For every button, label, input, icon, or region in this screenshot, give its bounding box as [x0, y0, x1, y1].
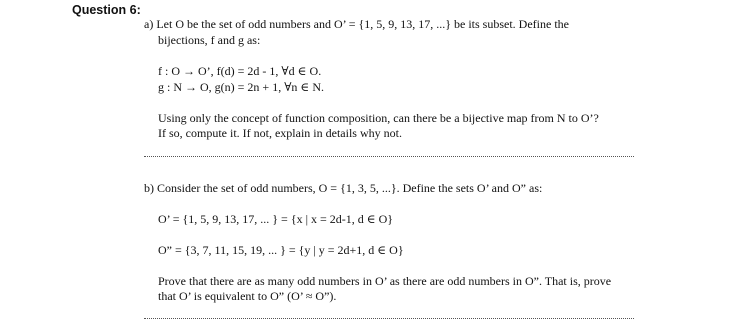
part-a-intro-line1: a) Let O be the set of odd numbers and O’ = {1, 5, 9, 13, 17, ...} be its subset. Define the: [144, 17, 569, 31]
part-a-question-line1: Using only the concept of function composition, can there be a bijective map from N to O’?: [158, 111, 599, 125]
set-o-double-prime-definition: O” = {3, 7, 11, 15, 19, ... } = {y | y = 2d+1, d ∈ O}: [158, 243, 404, 257]
answer-line-b: [144, 318, 634, 319]
function-f-definition: f : O → O’, f(d) = 2d - 1, ∀d ∈ O.: [158, 64, 322, 78]
part-b-prove-line2: that O’ is equivalent to O” (O’ ≈ O”).: [158, 289, 337, 303]
set-o-prime-definition: O’ = {1, 5, 9, 13, 17, ... } = {x | x = 2d-1, d ∈ O}: [158, 212, 394, 226]
function-g-definition: g : N → O, g(n) = 2n + 1, ∀n ∈ N.: [158, 80, 324, 94]
part-a-intro-line2: bijections, f and g as:: [158, 33, 261, 47]
question-heading: Question 6:: [72, 3, 141, 17]
part-a-question-line2: If so, compute it. If not, explain in details why not.: [158, 126, 402, 140]
answer-line-a: [144, 156, 634, 157]
part-b-intro: b) Consider the set of odd numbers, O = {1, 3, 5, ...}. Define the sets O’ and O” as:: [144, 181, 543, 195]
part-b-prove-line1: Prove that there are as many odd numbers in O’ as there are odd numbers in O”. That is, prove: [158, 274, 612, 288]
